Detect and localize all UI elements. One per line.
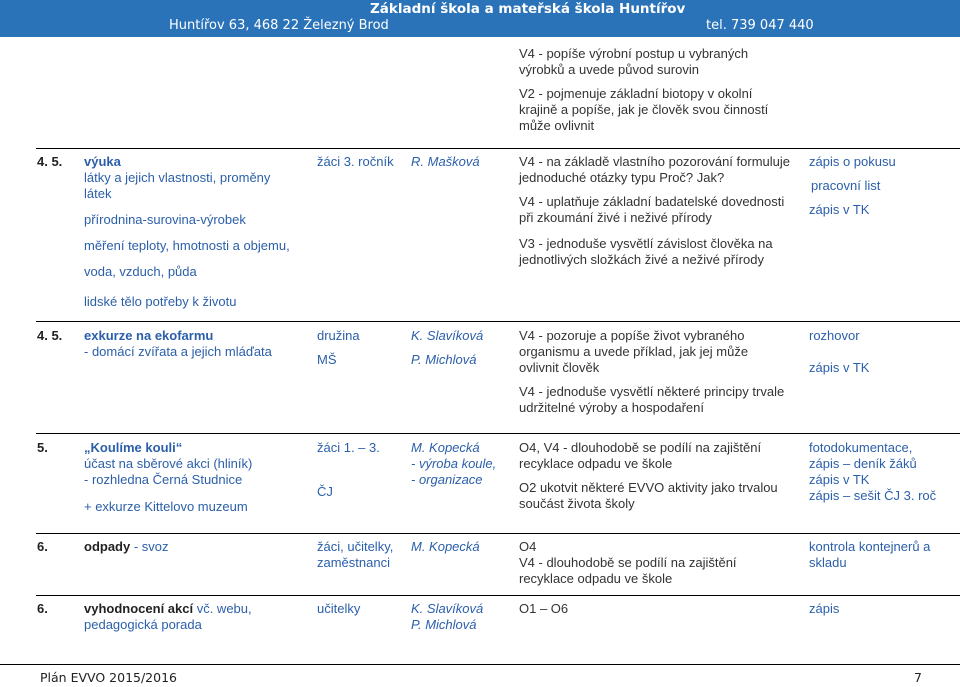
- footer-divider: [0, 664, 960, 665]
- row1-participants: žáci 3. ročník: [317, 154, 394, 169]
- topic-line: přírodnina-surovina-výrobek: [84, 212, 246, 227]
- topic-line: - domácí zvířata a jejich mláďata: [84, 344, 272, 359]
- row2-participants: [317, 328, 360, 368]
- eval-line: zápis: [809, 601, 840, 616]
- row2-activity: [84, 328, 272, 360]
- outcome-line: součást života školy: [519, 496, 635, 511]
- participant-line: žáci, učitelky,: [317, 539, 394, 554]
- page-number: 7: [914, 670, 922, 685]
- topic-line: + exkurze Kittelovo muzeum: [84, 499, 248, 514]
- school-name: Základní škola a mateřská škola Huntířov: [370, 1, 686, 17]
- outcome-line: recyklace odpadu ve škole: [519, 456, 673, 471]
- outcome-line: O4, V4 - dlouhodobě se podílí na zajištění: [519, 440, 762, 455]
- row1-when: [37, 154, 62, 170]
- row5-title: vyhodnocení akcí: [84, 601, 194, 616]
- row-divider: [36, 533, 960, 534]
- row3-when: [37, 440, 48, 456]
- row1-title: výuka: [84, 154, 121, 169]
- row2-when: [37, 328, 62, 344]
- row2-outcomes: [519, 328, 784, 416]
- row4-evaluation: [809, 539, 930, 571]
- row5-when-label: 6.: [37, 601, 48, 616]
- row2-evaluation: [809, 328, 869, 376]
- topic-line: voda, vzduch, půda: [84, 264, 197, 279]
- row5-responsible: [411, 601, 483, 633]
- row3-outcomes: [519, 440, 778, 512]
- row-divider: [36, 433, 960, 434]
- topic-line: látky a jejich vlastnosti, proměny: [84, 170, 271, 185]
- eval-line: zápis v TK: [809, 360, 870, 375]
- responsible-line: - organizace: [411, 472, 483, 487]
- row5-outcomes: [519, 601, 568, 617]
- outcome-line: krajině a popíše, jak je člověk svou činností: [519, 102, 769, 117]
- participant-line: MŠ: [317, 352, 337, 367]
- eval-line: zápis o pokusu: [809, 154, 896, 169]
- outcome-line: při zkoumání živé i neživé přírody: [519, 210, 712, 225]
- outcome-line: recyklace odpadu ve škole: [519, 571, 673, 586]
- row4-activity: [84, 539, 169, 555]
- row4-title: odpady: [84, 539, 131, 554]
- school-address: Huntířov 63, 468 22 Železný Brod: [169, 18, 389, 33]
- outcome-line: výrobků a uvede původ surovin: [519, 62, 699, 77]
- participant-line: žáci 1. – 3.: [317, 440, 380, 455]
- row5-participants: učitelky: [317, 601, 361, 616]
- row3-title: „Koulíme kouli“: [84, 440, 183, 455]
- row1-responsible: R. Mašková: [411, 154, 480, 169]
- responsible-line: - výroba koule,: [411, 456, 497, 471]
- outcome-line: jednotlivých složkách živé a neživé přírody: [519, 252, 764, 267]
- responsible-line: P. Michlová: [411, 352, 477, 367]
- responsible-line: K. Slavíková: [411, 601, 484, 616]
- outcome-line: V4 - dlouhodobě se podílí na zajištění: [519, 555, 737, 570]
- row3-activity: [84, 440, 252, 515]
- row1-outcomes: [519, 154, 790, 268]
- school-phone: tel. 739 047 440: [706, 18, 814, 33]
- row3-participants: [317, 440, 380, 500]
- row4-participants: [317, 539, 393, 571]
- footer-title: Plán EVVO 2015/2016: [40, 670, 177, 685]
- row4-title-suffix: - svoz: [130, 539, 169, 554]
- outcome-line: V4 - pozoruje a popíše život vybraného: [519, 328, 745, 343]
- outcome-line: ovlivnit člověk: [519, 360, 600, 375]
- eval-line: fotodokumentace,: [809, 440, 913, 455]
- outcome-line: organismu a uvede příklad, jak jej může: [519, 344, 749, 359]
- outcome-line: O4: [519, 539, 537, 554]
- row5-activity: [84, 601, 252, 633]
- topic-line: lidské tělo potřeby k životu: [84, 294, 237, 309]
- row4-when-label: 6.: [37, 539, 48, 554]
- outcome-line: O1 – O6: [519, 601, 569, 616]
- row4-outcomes: [519, 539, 737, 587]
- row-divider: [36, 321, 960, 322]
- responsible-line: K. Slavíková: [411, 328, 484, 343]
- row1-evaluation: [809, 154, 896, 218]
- participant-line: zaměstnanci: [317, 555, 390, 570]
- continuation-outcomes: [519, 46, 768, 134]
- outcome-line: V3 - jednoduše vysvětlí závislost člověka na: [519, 236, 773, 251]
- eval-line: kontrola kontejnerů a: [809, 539, 931, 554]
- row5-evaluation: [809, 601, 839, 617]
- outcome-line: V4 - jednoduše vysvětlí některé principy trvale: [519, 384, 785, 399]
- row1-activity: [84, 154, 290, 310]
- outcome-line: V4 - popíše výrobní postup u vybraných: [519, 46, 749, 61]
- topic-line: účast na sběrové akci (hliník): [84, 456, 253, 471]
- eval-line: zápis v TK: [809, 202, 870, 217]
- row2-responsible: [411, 328, 483, 368]
- topic-line: látek: [84, 186, 112, 201]
- eval-line: rozhovor: [809, 328, 860, 343]
- eval-line: pracovní list: [811, 178, 881, 193]
- outcome-line: V4 - uplatňuje základní badatelské dovednosti: [519, 194, 785, 209]
- eval-line: zápis v TK: [809, 472, 870, 487]
- row5-title-suffix: vč. webu,: [193, 601, 252, 616]
- topic-line: - rozhledna Černá Studnice: [84, 472, 243, 487]
- eval-line: skladu: [809, 555, 847, 570]
- row3-when-label: 5.: [37, 440, 48, 455]
- outcome-line: V2 - pojmenuje základní biotopy v okolní: [519, 86, 753, 101]
- outcome-line: může ovlivnit: [519, 118, 595, 133]
- row5-when: [37, 601, 48, 617]
- row1-when-label: 4. 5.: [37, 154, 63, 169]
- participant-line: družina: [317, 328, 360, 343]
- row3-responsible: [411, 440, 496, 488]
- topic-line: měření teploty, hmotnosti a objemu,: [84, 238, 290, 253]
- outcome-line: jednoduché otázky typu Proč? Jak?: [519, 170, 725, 185]
- row4-responsible: M. Kopecká: [411, 539, 480, 554]
- participant-line: ČJ: [317, 484, 333, 499]
- eval-line: zápis – deník žáků: [809, 456, 917, 471]
- row3-evaluation: [809, 440, 936, 504]
- eval-line: zápis – sešit ČJ 3. roč: [809, 488, 937, 503]
- responsible-line: M. Kopecká: [411, 440, 480, 455]
- row-divider: [36, 148, 960, 149]
- outcome-line: udržitelné výroby a hospodaření: [519, 400, 705, 415]
- row-divider: [36, 595, 960, 596]
- row4-when: [37, 539, 48, 555]
- topic-line: pedagogická porada: [84, 617, 202, 632]
- row2-title: exkurze na ekofarmu: [84, 328, 214, 343]
- responsible-line: P. Michlová: [411, 617, 477, 632]
- outcome-line: V4 - na základě vlastního pozorování formuluje: [519, 154, 790, 169]
- row2-when-label: 4. 5.: [37, 328, 63, 343]
- outcome-line: O2 ukotvit některé EVVO aktivity jako trvalou: [519, 480, 778, 495]
